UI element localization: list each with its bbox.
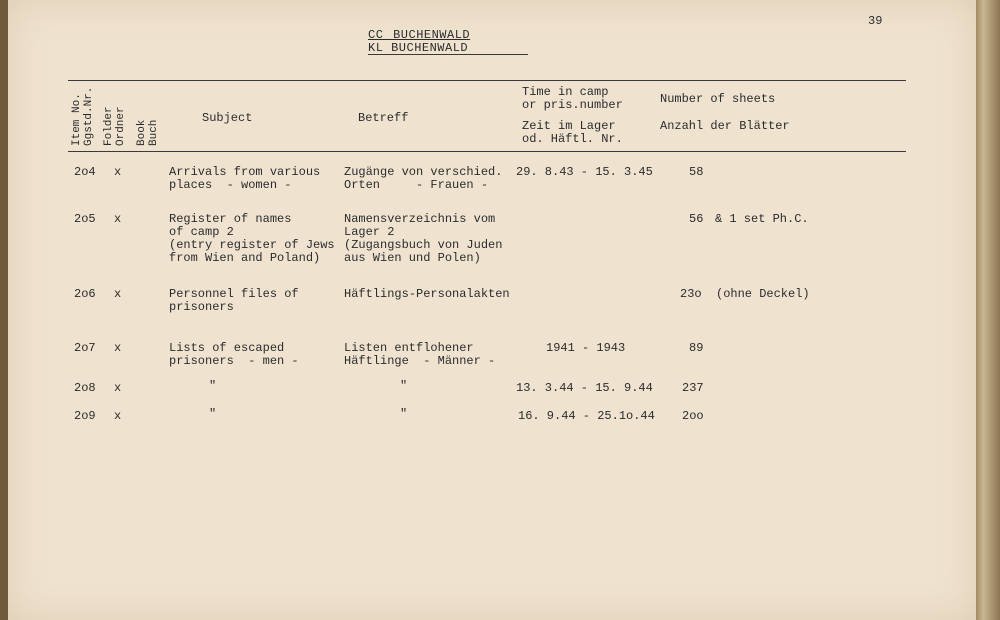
- col-subject-label: Subject: [202, 111, 253, 125]
- col-time-en-2: or pris.number: [522, 98, 623, 112]
- page-edge: [976, 0, 1000, 620]
- item-number: 2o9: [74, 409, 96, 423]
- subject-line: prisoners: [169, 300, 234, 314]
- subject-line: Personnel files of: [169, 287, 299, 301]
- subject-line: Arrivals from various: [169, 165, 321, 179]
- col-folder-label-de: Ordner: [115, 106, 127, 146]
- item-number: 2o5: [74, 212, 96, 226]
- subject-line: from Wien and Poland): [169, 251, 321, 265]
- col-sheets-en: Number of sheets: [660, 92, 776, 106]
- time-in-camp: 1941 - 1943: [546, 341, 626, 355]
- betreff-line: Listen entflohener: [344, 341, 474, 355]
- header-bottom-rule: [68, 151, 906, 152]
- col-book-label-de: Buch: [148, 119, 160, 146]
- item-number: 2o6: [74, 287, 96, 301]
- col-time-en-1: Time in camp: [522, 85, 609, 99]
- sheet-count: 89: [689, 341, 704, 355]
- col-time-de-2: od. Häftl. Nr.: [522, 132, 623, 146]
- page-number: 39: [868, 14, 883, 28]
- sheet-count: 56: [689, 212, 704, 226]
- time-in-camp: 16. 9.44 - 25.1o.44: [518, 409, 655, 423]
- betreff-line: Orten - Frauen -: [344, 178, 489, 192]
- subject-line: of camp 2: [169, 225, 234, 239]
- item-number: 2o4: [74, 165, 96, 179]
- sheet-count: 237: [682, 381, 704, 395]
- folder-mark: x: [114, 341, 122, 355]
- subject-line: (entry register of Jews: [169, 238, 335, 252]
- betreff-line: Häftlinge - Männer -: [344, 354, 496, 368]
- heading-line-2: KL BUCHENWALD: [368, 41, 469, 55]
- betreff-ditto: ": [400, 379, 408, 393]
- folder-mark: x: [114, 409, 122, 423]
- item-number: 2o8: [74, 381, 96, 395]
- betreff-line: Häftlings-Personalakten: [344, 287, 510, 301]
- folder-mark: x: [114, 165, 122, 179]
- heading-underline: [368, 54, 528, 55]
- col-betreff-label: Betreff: [358, 111, 409, 125]
- sheet-note: & 1 set Ph.C.: [715, 212, 809, 226]
- header-top-rule: [68, 80, 906, 81]
- betreff-ditto: ": [400, 407, 408, 421]
- sheet-count: 2oo: [682, 409, 704, 423]
- subject-line: places - women -: [169, 178, 292, 192]
- folder-mark: x: [114, 287, 122, 301]
- subject-line: Lists of escaped: [169, 341, 285, 355]
- subject-ditto: ": [209, 379, 217, 393]
- sheet-count: 58: [689, 165, 704, 179]
- time-in-camp: 29. 8.43 - 15. 3.45: [516, 165, 653, 179]
- col-item-no-label: Item No.: [71, 93, 83, 146]
- document-page: [8, 0, 976, 620]
- col-time-de-1: Zeit im Lager: [522, 119, 616, 133]
- betreff-line: Namensverzeichnis vom: [344, 212, 496, 226]
- betreff-line: Lager 2: [344, 225, 395, 239]
- subject-line: Register of names: [169, 212, 292, 226]
- betreff-line: Zugänge von verschied.: [344, 165, 503, 179]
- betreff-line: (Zugangsbuch von Juden: [344, 238, 503, 252]
- sheet-note: (ohne Deckel): [716, 287, 810, 301]
- betreff-line: aus Wien und Polen): [344, 251, 481, 265]
- subject-line: prisoners - men -: [169, 354, 299, 368]
- folder-mark: x: [114, 212, 122, 226]
- heading-line-1: CC BUCHENWALD: [368, 28, 471, 42]
- sheet-count: 23o: [680, 287, 702, 301]
- subject-ditto: ": [209, 407, 217, 421]
- col-folder-label: Folder: [103, 106, 115, 146]
- col-item-no-label-de: Ggstd.Nr.: [83, 86, 95, 146]
- folder-mark: x: [114, 381, 122, 395]
- item-number: 2o7: [74, 341, 96, 355]
- col-sheets-de: Anzahl der Blätter: [660, 119, 790, 133]
- time-in-camp: 13. 3.44 - 15. 9.44: [516, 381, 653, 395]
- col-book-label: Book: [136, 119, 148, 146]
